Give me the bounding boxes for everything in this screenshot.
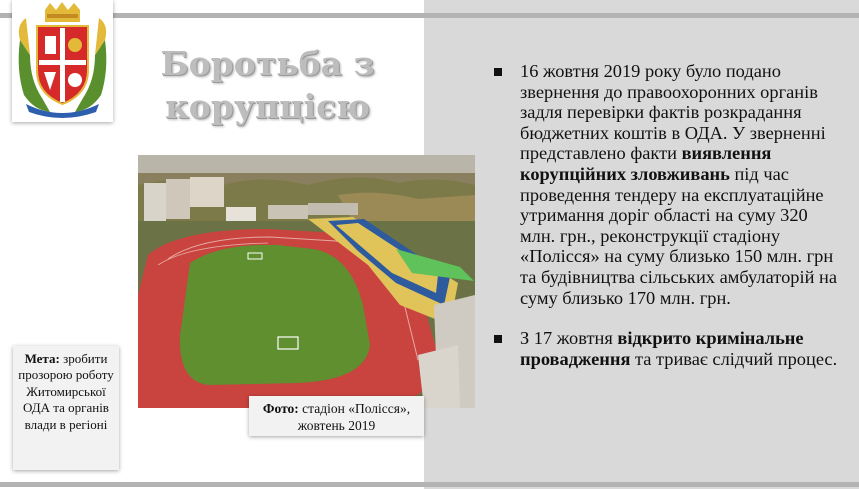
coat-of-arms-icon [12, 0, 113, 122]
square-bullet-icon [494, 335, 502, 343]
top-divider [0, 13, 859, 18]
bullet-list [494, 61, 844, 369]
bullet-text: З 17 жовтня [520, 328, 618, 349]
goal-label: Мета: [24, 351, 60, 366]
goal-box [13, 346, 119, 470]
slide-title: Боротьба з корупцією [160, 44, 375, 126]
photo-caption-text: стадіон «Полісся», жовтень 2019 [297, 401, 411, 433]
photo-caption-label: Фото: [262, 401, 299, 416]
bullet-item-criminal-case [494, 328, 844, 369]
photo-caption [249, 396, 424, 436]
bullet-text: та триває слідчий процес. [630, 348, 838, 369]
square-bullet-icon [494, 68, 502, 76]
bullet-item-appeal [494, 61, 844, 308]
stadium-photo [138, 155, 475, 408]
bullet-text-bold: виявлення корупційних зловживань [520, 143, 772, 184]
goal-text: зробити прозорою роботу Житомирської ОДА та органів влади в регіоні [18, 351, 114, 432]
bullet-text: 16 жовтня 2019 року було подано звернення до правоохоронних органів задля перевірки фактів розкрадання бюджетних коштів в ОДА. У зверненні представлено факти [520, 61, 826, 164]
bullet-text: під час проведення тендеру на експлуатаційне утримання доріг області на суму 320 млн. грн., реконструкції стадіону «Полісся» на суму близько 150 млн. грн та будівництва сільських амбулаторій на суму близько 170 млн. грн. [520, 163, 838, 308]
bullet-text-bold: відкрито кримінальне провадження [520, 328, 804, 369]
bottom-divider [0, 482, 859, 487]
